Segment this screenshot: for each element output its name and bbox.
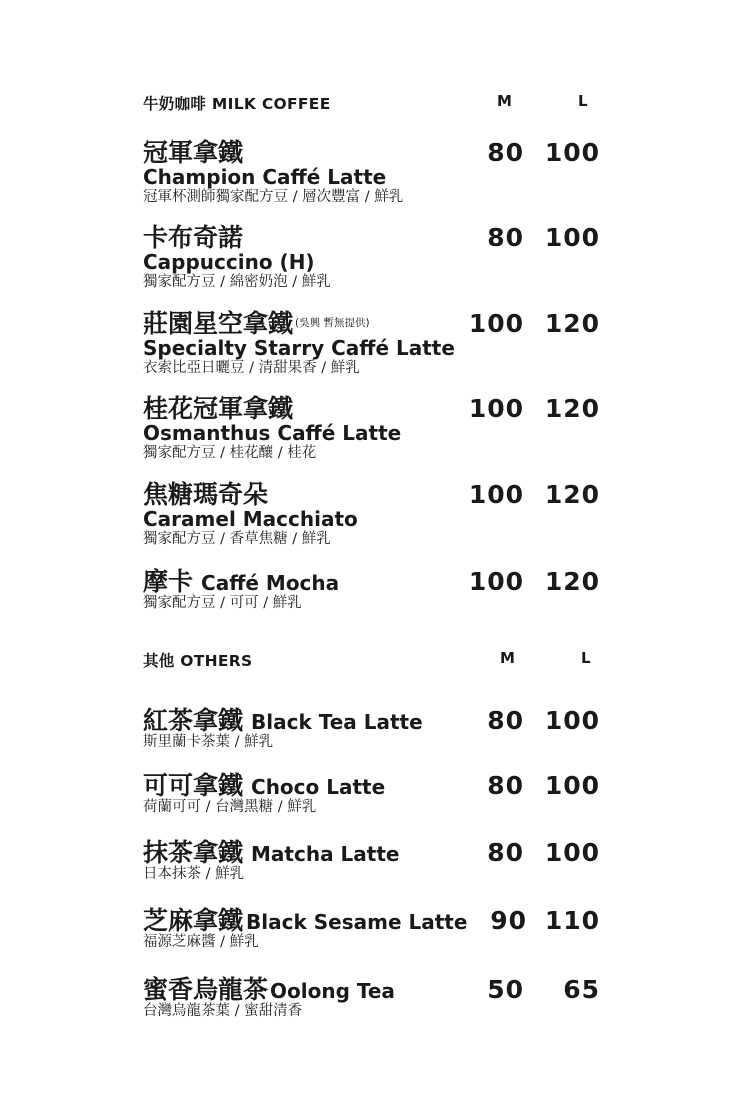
- item-name-zh-text: 抹茶拿鐵: [143, 838, 244, 867]
- item-availability-note: (吳興 暫無提供): [295, 317, 370, 329]
- price-l: 65: [563, 975, 600, 1004]
- item-name-zh: [143, 907, 467, 936]
- price-l: 100: [544, 706, 600, 735]
- price-l: 110: [544, 906, 600, 935]
- item-description: 衣索比亞日曬豆 / 清甜果香 / 鮮乳: [143, 360, 360, 376]
- section-title: 其他 OTHERS: [143, 652, 253, 670]
- item-name-zh: 卡布奇諾: [143, 223, 244, 252]
- price-l: 100: [544, 771, 600, 800]
- item-name-zh: [143, 976, 395, 1005]
- price-l: 100: [544, 838, 600, 867]
- item-description: 福源芝麻醬 / 鮮乳: [143, 934, 259, 950]
- price-m: 80: [487, 838, 524, 867]
- item-description: 獨家配方豆 / 可可 / 鮮乳: [143, 595, 302, 611]
- size-m-label: M: [500, 649, 515, 667]
- item-name-en: Caramel Macchiato: [143, 507, 358, 531]
- price-m: 100: [468, 394, 524, 423]
- item-description: 獨家配方豆 / 桂花釀 / 桂花: [143, 445, 317, 461]
- item-description: 獨家配方豆 / 綿密奶泡 / 鮮乳: [143, 274, 331, 290]
- item-name-zh-text: 蜜香烏龍茶: [143, 975, 269, 1004]
- price-l: 100: [544, 223, 600, 252]
- item-name-en: Champion Caffé Latte: [143, 165, 387, 189]
- price-m: 80: [487, 138, 524, 167]
- item-name-zh: [143, 839, 399, 868]
- item-name-zh-text: 可可拿鐵: [143, 771, 244, 800]
- item-name-en: Specialty Starry Caffé Latte: [143, 336, 455, 360]
- section-title: 牛奶咖啡 MILK COFFEE: [143, 95, 331, 113]
- price-m: 80: [487, 771, 524, 800]
- item-name-zh: 焦糖瑪奇朵: [143, 480, 269, 509]
- item-name-zh: 冠軍拿鐵: [143, 138, 244, 167]
- item-description: 斯里蘭卡茶葉 / 鮮乳: [143, 734, 274, 750]
- price-l: 120: [544, 309, 600, 338]
- price-m: 50: [487, 975, 524, 1004]
- price-m: 100: [468, 480, 524, 509]
- price-m: 100: [468, 309, 524, 338]
- item-name-zh-text: 莊園星空拿鐵: [143, 309, 294, 338]
- price-m: 100: [468, 567, 524, 596]
- item-name-zh: [143, 568, 339, 597]
- price-m: 80: [487, 706, 524, 735]
- item-description: 日本抹茶 / 鮮乳: [143, 866, 245, 882]
- others-header: [0, 649, 740, 673]
- item-name-en: Caffé Mocha: [201, 571, 340, 595]
- item-name-en: Oolong Tea: [270, 979, 395, 1003]
- size-l-label: L: [578, 92, 588, 110]
- price-l: 120: [544, 394, 600, 423]
- item-name-en: Osmanthus Caffé Latte: [143, 421, 402, 445]
- price-m: 80: [487, 223, 524, 252]
- item-name-en: Choco Latte: [251, 775, 386, 799]
- milk-coffee-header: [0, 92, 740, 116]
- item-name-en: Black Sesame Latte: [246, 910, 468, 934]
- item-description: 荷蘭可可 / 台灣黑糖 / 鮮乳: [143, 799, 317, 815]
- item-name-en: Cappuccino (H): [143, 250, 315, 274]
- item-name-zh: 桂花冠軍拿鐵: [143, 394, 294, 423]
- item-name-zh-text: 摩卡: [143, 567, 194, 596]
- price-l: 100: [544, 138, 600, 167]
- item-name-en: Matcha Latte: [251, 842, 400, 866]
- size-m-label: M: [497, 92, 512, 110]
- size-l-label: L: [581, 649, 591, 667]
- price-l: 120: [544, 567, 600, 596]
- price-m: 90: [490, 906, 527, 935]
- item-name-zh: [143, 707, 423, 736]
- item-name-zh-text: 芝麻拿鐵: [143, 906, 244, 935]
- item-name-zh: [143, 772, 385, 801]
- item-name-zh-text: 紅茶拿鐵: [143, 706, 244, 735]
- item-description: 獨家配方豆 / 香草焦糖 / 鮮乳: [143, 531, 331, 547]
- item-name-en: Black Tea Latte: [251, 710, 423, 734]
- item-description: 台灣烏龍茶葉 / 蜜甜清香: [143, 1003, 303, 1019]
- item-description: 冠軍杯測師獨家配方豆 / 層次豐富 / 鮮乳: [143, 189, 404, 205]
- price-l: 120: [544, 480, 600, 509]
